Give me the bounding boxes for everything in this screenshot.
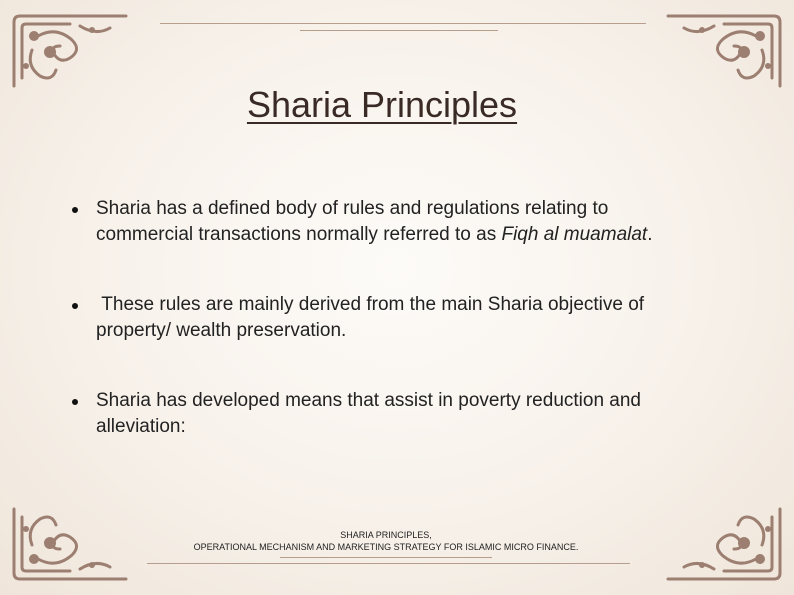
- bullet-text: These rules are mainly derived from the main Sharia objective of property/ wealth preservation.: [96, 294, 650, 341]
- bottom-divider-short: [280, 557, 492, 558]
- bullet-item: [70, 292, 710, 344]
- bottom-divider: [147, 563, 630, 564]
- top-divider: [160, 23, 646, 24]
- bullet-item: [70, 388, 710, 440]
- slide-title: Sharia Principles: [246, 84, 518, 125]
- bullet-icon: [72, 303, 78, 309]
- bullet-italic-term: Fiqh al muamalat: [501, 224, 648, 245]
- top-divider-short: [300, 30, 498, 31]
- bullet-icon: [72, 399, 78, 405]
- ornament-corner-icon: [10, 12, 130, 90]
- bullet-icon: [72, 207, 78, 213]
- bullet-item: [70, 196, 710, 248]
- ornament-corner-icon: [664, 12, 784, 90]
- bullet-text: Sharia has a defined body of rules and regulations relating to commercial transactions normally referred to as: [96, 198, 609, 245]
- bullet-text: Sharia has developed means that assist in poverty reduction and alleviation:: [96, 390, 641, 437]
- ornament-corner-icon: [664, 505, 784, 583]
- footer-line-2: OPERATIONAL MECHANISM AND MARKETING STRATEGY FOR ISLAMIC MICRO FINANCE.: [193, 542, 579, 552]
- bullet-tail: .: [647, 224, 653, 245]
- footer: [120, 529, 652, 553]
- footer-line-1: SHARIA PRINCIPLES,: [340, 530, 432, 540]
- bullet-list: [70, 196, 710, 440]
- ornament-corner-icon: [10, 505, 130, 583]
